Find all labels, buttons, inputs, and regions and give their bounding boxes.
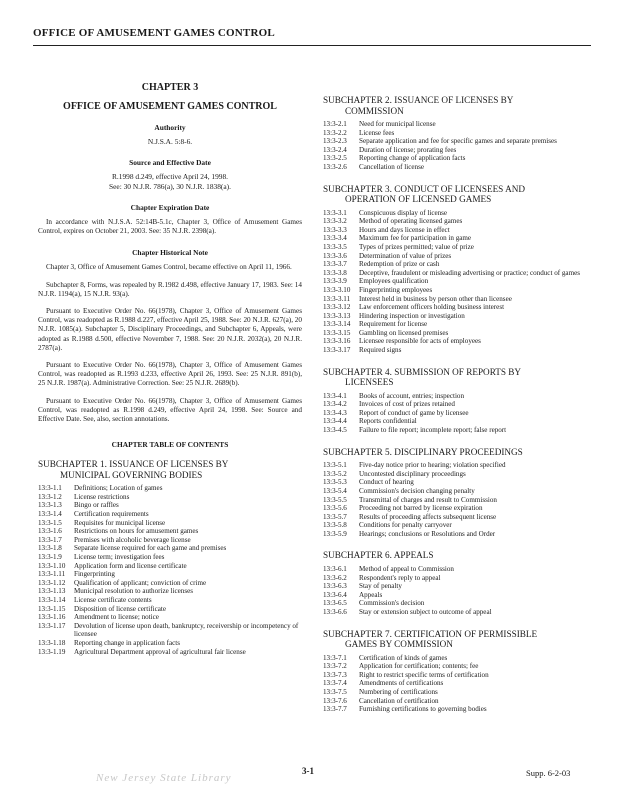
section-title: Bingo or raffles xyxy=(74,501,119,510)
section-number: 13:3-1.5 xyxy=(38,518,62,527)
section-title: Required signs xyxy=(359,346,402,355)
section-entry xyxy=(323,671,591,680)
section-entry xyxy=(323,417,591,426)
section-number: 13:3-3.7 xyxy=(323,260,347,269)
section-entry xyxy=(38,605,302,614)
section-entry xyxy=(323,513,591,522)
section-entry xyxy=(323,146,591,155)
section-number: 13:3-3.6 xyxy=(323,251,347,260)
section-title: License term; investigation fees xyxy=(74,553,165,561)
section-list xyxy=(323,120,591,172)
section-entry xyxy=(323,599,591,608)
section-number: 13:3-1.9 xyxy=(38,553,62,561)
section-number: 13:3-3.16 xyxy=(323,337,351,346)
section-number: 13:3-2.6 xyxy=(323,162,347,171)
toc-heading: CHAPTER TABLE OF CONTENTS xyxy=(111,440,229,450)
section-entry xyxy=(323,426,591,435)
section-number: 13:3-3.15 xyxy=(323,328,351,337)
chapter-title: OFFICE OF AMUSEMENT GAMES CONTROL xyxy=(63,101,277,112)
section-number: 13:3-5.4 xyxy=(323,486,347,495)
section-list xyxy=(323,654,591,714)
section-list xyxy=(323,392,591,435)
section-entry xyxy=(323,688,591,697)
section-title: Definitions; Location of games xyxy=(74,484,163,493)
subchapter-title-line: GAMES BY COMMISSION xyxy=(345,639,453,650)
section-number: 13:3-1.6 xyxy=(38,527,62,536)
subchapter-title-line: SUBCHAPTER 2. ISSUANCE OF LICENSES BY xyxy=(323,95,514,105)
section-number: 13:3-1.11 xyxy=(38,570,66,579)
section-number: 13:3-3.2 xyxy=(323,217,347,226)
section-number: 13:3-3.5 xyxy=(323,242,347,251)
section-title: Licensee responsible for acts of employees xyxy=(359,337,481,346)
section-number: 13:3-3.4 xyxy=(323,234,347,243)
section-entry xyxy=(323,582,591,591)
section-entry xyxy=(323,487,591,496)
section-entry xyxy=(38,579,302,588)
section-title: Application for certification; contents; fee xyxy=(359,662,479,671)
section-title: License restrictions xyxy=(74,492,130,501)
section-entry xyxy=(323,286,591,295)
section-title: License fees xyxy=(359,128,395,137)
section-number: 13:3-3.17 xyxy=(323,346,351,355)
section-number: 13:3-4.4 xyxy=(323,417,347,426)
section-number: 13:3-7.4 xyxy=(323,679,347,688)
section-number: 13:3-5.1 xyxy=(323,461,347,470)
section-number: 13:3-2.1 xyxy=(323,120,347,128)
section-entry xyxy=(323,163,591,172)
section-entry xyxy=(323,252,591,261)
section-entry xyxy=(323,209,591,218)
section-entry xyxy=(323,234,591,243)
section-number: 13:3-5.3 xyxy=(323,478,347,487)
section-entry xyxy=(323,269,591,278)
section-entry xyxy=(323,662,591,671)
section-title: Method of operating licensed games xyxy=(359,217,463,226)
subchapter-title-line: MUNICIPAL GOVERNING BODIES xyxy=(60,469,203,480)
section-number: 13:3-1.10 xyxy=(38,561,66,570)
authority-text: N.J.S.A. 5:8-6. xyxy=(147,137,193,146)
section-entry xyxy=(323,277,591,286)
section-number: 13:3-3.11 xyxy=(323,294,351,303)
section-title: Application form and license certificate xyxy=(74,561,187,570)
library-watermark: New Jersey State Library xyxy=(96,772,232,784)
section-title: Books of account, entries; inspection xyxy=(359,391,465,400)
subchapter-title xyxy=(323,184,591,205)
section-number: 13:3-1.1 xyxy=(38,484,62,493)
section-number: 13:3-3.14 xyxy=(323,320,351,329)
section-title: Separate application and fee for specific games and separate premises xyxy=(359,137,557,146)
section-entry xyxy=(38,648,302,657)
section-title: Disposition of license certificate xyxy=(74,604,166,613)
subchapter-title-line: SUBCHAPTER 6. APPEALS xyxy=(323,550,434,561)
toc-right xyxy=(323,95,591,714)
section-title: Cancellation of license xyxy=(359,162,425,171)
section-entry xyxy=(38,613,302,622)
section-number: 13:3-2.4 xyxy=(323,145,347,154)
subchapter-title-line: OPERATION OF LICENSED GAMES xyxy=(345,194,492,205)
section-title: Municipal resolution to authorize licenses xyxy=(74,587,193,596)
section-title: Premises with alcoholic beverage license xyxy=(74,535,191,544)
section-title: Law enforcement officers holding business interest xyxy=(359,303,505,312)
subchapter-title-line: SUBCHAPTER 3. CONDUCT OF LICENSEES AND xyxy=(323,183,525,194)
section-title: Method of appeal to Commission xyxy=(359,564,454,573)
section-title: Fingerprinting xyxy=(74,570,115,579)
section-entry xyxy=(38,544,302,553)
toc-left xyxy=(38,459,302,656)
section-entry xyxy=(38,493,302,502)
section-entry xyxy=(38,553,302,562)
section-entry xyxy=(38,527,302,536)
section-title: Deceptive, fraudulent or misleading advertising or practice; conduct of games xyxy=(359,268,581,277)
section-entry xyxy=(323,496,591,505)
section-title: Uncontested disciplinary proceedings xyxy=(359,469,466,478)
historical-para: Subchapter 8, Forms, was repealed by R.1982 d.498, effective January 17, 1983. See: 14 N.J.R. 1194(a), 15 N.J.R. 93(a). xyxy=(38,280,302,298)
section-number: 13:3-1.8 xyxy=(38,544,62,553)
section-number: 13:3-7.6 xyxy=(323,696,347,705)
section-entry xyxy=(323,679,591,688)
supplement-date: Supp. 6-2-03 xyxy=(526,768,571,778)
section-title: Stay of penalty xyxy=(359,582,402,591)
section-entry xyxy=(323,137,591,146)
subchapter-title xyxy=(323,550,591,561)
section-entry xyxy=(323,409,591,418)
section-title: Results of proceeding affects subsequent license xyxy=(359,512,497,521)
subchapter-title xyxy=(38,459,302,480)
section-title: Appeals xyxy=(359,590,383,599)
historical-para: Pursuant to Executive Order No. 66(1978), Chapter 3, Office of Amusement Games Control, was readopted as R.1993 d.233, effective April 26, 1993. See: 25 N.J.R. 891(b), 25 N.J.R. 1987(a). Administrative Correction. See: 25 N.J.R. 2689(b). xyxy=(38,361,302,388)
section-number: 13:3-1.7 xyxy=(38,535,62,544)
historical-heading: Chapter Historical Note xyxy=(132,248,208,258)
section-number: 13:3-6.5 xyxy=(323,599,347,608)
section-entry xyxy=(323,461,591,470)
section-entry xyxy=(323,565,591,574)
section-title: Conspicuous display of license xyxy=(359,208,448,217)
subchapter-title-line: SUBCHAPTER 7. CERTIFICATION OF PERMISSIBLE xyxy=(323,628,538,639)
subchapter-title-line: COMMISSION xyxy=(345,105,404,116)
section-number: 13:3-3.9 xyxy=(323,277,347,286)
subchapter-title xyxy=(323,367,591,388)
subchapter-title-line: SUBCHAPTER 1. ISSUANCE OF LICENSES BY xyxy=(38,459,229,470)
historical-para: Pursuant to Executive Order No. 66(1978), Chapter 3, Office of Amusement Games Control, was readopted as R.1988 d.227, effective April 25, 1988. See: 20 N.J.R. 627(a), 20 N.J.R. 1085(a). Subchapter 5, Disciplinary Proceedings, and Subchapter 6, Appeals, were adopted as R.1988 d.500, effective November 7, 1988. See: 20 N.J.R. 2032(a), 20 N.J.R. 2787(a). xyxy=(38,307,302,352)
section-entry xyxy=(323,654,591,663)
section-number: 13:3-2.5 xyxy=(323,154,347,163)
source-line-1: R.1998 d.249, effective April 24, 1998. xyxy=(111,172,229,181)
section-number: 13:3-7.2 xyxy=(323,662,347,671)
section-number: 13:3-1.16 xyxy=(38,613,66,622)
section-title: Five-day notice prior to hearing; violation specified xyxy=(359,461,506,470)
section-title: Furnishing certifications to governing bodies xyxy=(359,705,487,714)
expiration-heading: Chapter Expiration Date xyxy=(130,203,210,212)
section-title: Stay or extension subject to outcome of appeal xyxy=(359,607,492,616)
section-number: 13:3-4.1 xyxy=(323,391,347,400)
section-title: Certification of kinds of games xyxy=(359,653,448,662)
section-title: Hearings; conclusions or Resolutions and Order xyxy=(359,529,496,538)
authority-heading: Authority xyxy=(154,123,186,132)
left-column xyxy=(38,72,302,656)
subchapter-title xyxy=(323,629,591,650)
section-entry xyxy=(323,243,591,252)
source-line-2: See: 30 N.J.R. 786(a), 30 N.J.R. 1838(a). xyxy=(109,182,231,191)
section-number: 13:3-1.14 xyxy=(38,595,66,604)
section-title: Requirement for license xyxy=(359,320,428,329)
section-entry xyxy=(323,154,591,163)
section-title: Conditions for penalty carryover xyxy=(359,521,452,530)
section-number: 13:3-7.5 xyxy=(323,687,347,696)
historical-para: Pursuant to Executive Order No. 66(1978), Chapter 3, Office of Amusement Games Control, was readopted as R.1998 d.249, effective April 24, 1998. See: Source and Effective Date. See, also, section annotations. xyxy=(38,396,302,424)
section-title: Determination of value of prizes xyxy=(359,251,452,260)
section-entry xyxy=(38,622,302,639)
section-list xyxy=(323,565,591,617)
section-title: Cancellation of certification xyxy=(359,696,439,705)
subchapter-title-line: SUBCHAPTER 5. DISCIPLINARY PROCEEDINGS xyxy=(323,446,523,457)
section-entry xyxy=(38,596,302,605)
section-title: Redemption of prize or cash xyxy=(359,260,440,269)
section-number: 13:3-1.3 xyxy=(38,501,62,510)
section-entry xyxy=(323,697,591,706)
section-number: 13:3-5.2 xyxy=(323,469,347,478)
section-entry xyxy=(323,392,591,401)
section-entry xyxy=(323,260,591,269)
section-entry xyxy=(38,510,302,519)
section-entry xyxy=(323,705,591,714)
section-title: Requisites for municipal license xyxy=(74,518,166,527)
section-number: 13:3-6.6 xyxy=(323,607,347,616)
section-number: 13:3-3.13 xyxy=(323,311,351,320)
section-list xyxy=(323,461,591,538)
section-title: Gambling on licensed premises xyxy=(359,328,449,337)
section-entry xyxy=(323,608,591,617)
section-number: 13:3-2.2 xyxy=(323,128,347,137)
section-title: Employees qualification xyxy=(359,277,429,286)
section-title: Need for municipal license xyxy=(359,120,436,128)
section-number: 13:3-1.17 xyxy=(38,621,66,630)
section-list xyxy=(323,209,591,355)
subchapter-title-line: SUBCHAPTER 4. SUBMISSION OF REPORTS BY xyxy=(323,366,522,377)
section-entry xyxy=(38,501,302,510)
section-title: Right to restrict specific terms of certification xyxy=(359,670,489,679)
section-number: 13:3-3.1 xyxy=(323,208,347,217)
section-title: Proceeding not barred by license expiration xyxy=(359,504,483,513)
section-title: Duration of license; prorating fees xyxy=(359,145,457,154)
section-entry xyxy=(323,521,591,530)
section-title: Hindering inspection or investigation xyxy=(359,311,465,320)
section-entry xyxy=(323,320,591,329)
section-entry xyxy=(323,329,591,338)
section-number: 13:3-1.15 xyxy=(38,604,66,613)
section-number: 13:3-7.1 xyxy=(323,653,347,662)
section-entry xyxy=(323,346,591,355)
section-title: Reports confidential xyxy=(359,417,417,426)
section-title: Interest held in business by person other than licensee xyxy=(359,294,512,303)
section-title: Numbering of certifications xyxy=(359,687,438,696)
section-title: Reporting change in application facts xyxy=(74,638,180,647)
section-number: 13:3-1.4 xyxy=(38,510,62,519)
section-number: 13:3-6.2 xyxy=(323,573,347,582)
subchapter-title xyxy=(323,447,591,458)
section-entry xyxy=(323,303,591,312)
section-title: Fingerprinting employees xyxy=(359,285,433,294)
section-number: 13:3-3.10 xyxy=(323,285,351,294)
section-title: Invoices of cost of prizes retained xyxy=(359,400,455,409)
header-rule xyxy=(33,45,591,46)
section-number: 13:3-4.3 xyxy=(323,408,347,417)
section-number: 13:3-1.13 xyxy=(38,587,66,596)
section-entry xyxy=(323,312,591,321)
section-number: 13:3-4.5 xyxy=(323,426,347,435)
section-entry xyxy=(323,478,591,487)
section-number: 13:3-4.2 xyxy=(323,400,347,409)
section-number: 13:3-6.1 xyxy=(323,564,347,573)
section-number: 13:3-1.19 xyxy=(38,647,66,656)
section-entry xyxy=(323,591,591,600)
section-number: 13:3-6.3 xyxy=(323,582,347,591)
section-entry xyxy=(38,587,302,596)
section-number: 13:3-2.3 xyxy=(323,137,347,146)
section-number: 13:3-5.6 xyxy=(323,504,347,513)
subchapter-title xyxy=(323,95,591,116)
section-list xyxy=(38,484,302,656)
expiration-text: In accordance with N.J.S.A. 52:14B-5.1c, Chapter 3, Office of Amusement Games Control, expires on October 21, 2003. See: 35 N.J.R. 2398(a). xyxy=(38,218,302,236)
section-entry xyxy=(323,120,591,129)
section-entry xyxy=(38,639,302,648)
section-entry xyxy=(38,562,302,571)
section-number: 13:3-5.5 xyxy=(323,495,347,504)
section-number: 13:3-5.7 xyxy=(323,512,347,521)
section-title: Restrictions on hours for amusement games xyxy=(74,527,199,536)
section-title: Agricultural Department approval of agricultural fair license xyxy=(74,647,246,656)
section-number: 13:3-6.4 xyxy=(323,590,347,599)
section-title: License certificate contents xyxy=(74,595,152,604)
right-column xyxy=(323,82,591,714)
section-title: Failure to file report; incomplete report; false report xyxy=(359,426,507,435)
section-number: 13:3-5.8 xyxy=(323,521,347,530)
section-title: Maximum fee for participation in game xyxy=(359,234,472,243)
section-title: Hours and days license in effect xyxy=(359,225,450,234)
section-entry xyxy=(323,129,591,138)
section-entry xyxy=(323,226,591,235)
section-number: 13:3-1.18 xyxy=(38,638,66,647)
section-title: Respondent's reply to appeal xyxy=(359,573,441,582)
section-title: Transmittal of charges and result to Commission xyxy=(359,495,497,504)
section-entry xyxy=(323,400,591,409)
page-number: 3-1 xyxy=(302,766,314,776)
section-entry xyxy=(323,337,591,346)
section-title: Amendments of certifications xyxy=(359,679,444,688)
source-heading: Source and Effective Date xyxy=(129,158,211,167)
subchapter-title-line: LICENSEES xyxy=(345,377,394,388)
historical-para: Chapter 3, Office of Amusement Games Control, became effective on April 11, 1966. xyxy=(46,263,292,272)
section-entry xyxy=(323,574,591,583)
section-title: Separate license required for each game and premises xyxy=(74,544,227,553)
section-number: 13:3-3.12 xyxy=(323,303,351,312)
section-entry xyxy=(38,484,302,493)
section-entry xyxy=(323,470,591,479)
section-entry xyxy=(323,504,591,513)
section-title: Commission's decision xyxy=(359,599,425,608)
section-title: Certification requirements xyxy=(74,510,149,519)
section-entry xyxy=(38,519,302,528)
chapter-label: CHAPTER 3 xyxy=(141,82,199,93)
section-title: Amendment to license; notice xyxy=(74,613,159,622)
section-title: Conduct of hearing xyxy=(359,478,414,487)
section-number: 13:3-3.8 xyxy=(323,268,347,277)
section-number: 13:3-1.12 xyxy=(38,578,66,587)
section-title: Reporting change of application facts xyxy=(359,154,466,163)
section-title: Commission's decision changing penalty xyxy=(359,486,475,495)
section-number: 13:3-7.7 xyxy=(323,705,347,714)
running-header: OFFICE OF AMUSEMENT GAMES CONTROL xyxy=(33,27,275,39)
section-entry xyxy=(38,570,302,579)
section-entry xyxy=(323,530,591,539)
section-title: Types of prizes permitted; value of prize xyxy=(359,242,474,251)
section-title: Report of conduct of game by licensee xyxy=(359,408,469,417)
section-entry xyxy=(38,536,302,545)
section-number: 13:3-5.9 xyxy=(323,529,347,538)
section-entry xyxy=(323,295,591,304)
section-title: Qualification of applicant; conviction of crime xyxy=(74,578,207,587)
section-number: 13:3-1.2 xyxy=(38,492,62,501)
section-title: Devolution of license upon death, bankruptcy, receivership or incompetency of licensee xyxy=(74,621,299,639)
section-number: 13:3-3.3 xyxy=(323,225,347,234)
section-entry xyxy=(323,217,591,226)
section-number: 13:3-7.3 xyxy=(323,670,347,679)
